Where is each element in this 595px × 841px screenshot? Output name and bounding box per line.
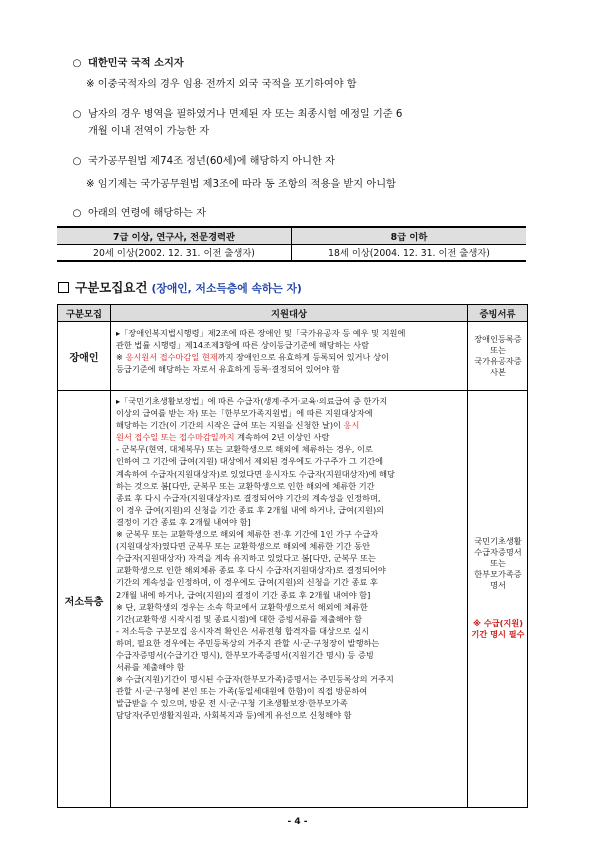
text-segment: 해당하는 기간(이 기간의 시작은 급여 또는 지원을 신청한 날)이 <box>116 420 344 431</box>
text-line <box>116 637 465 649</box>
text-line <box>116 540 465 552</box>
text-line <box>116 504 465 516</box>
requirement-text: 개월 이내 전역이 가능한 자 <box>88 126 210 137</box>
section-subtitle: (장애인, 저소득층에 속하는 자) <box>151 282 302 295</box>
proof-line: 국가유공자증 <box>474 356 522 366</box>
text-line <box>116 613 465 625</box>
text-segment: 기간(교환학생 시작시점 및 종료시점)에 대한 증빙서류를 제출해야 함 <box>116 613 363 624</box>
text-segment: ▸「장애인복지법시행령」제2조에 따른 장애인 및「국가유공자 등 예우 및 지원에 <box>116 328 406 338</box>
text-line <box>116 576 465 588</box>
text-segment: 담당자(주민생활지원과, 사회복지과 등)에게 유선으로 신청해야 함 <box>116 710 352 721</box>
text-line <box>116 419 465 431</box>
text-segment: 종료 후 다시 수급자(지원대상자)로 결정되어야 기간의 계속성을 인정하며, <box>116 492 381 503</box>
text-line <box>116 395 465 407</box>
low-income-description <box>116 395 465 722</box>
proof-line: 한부모가족증 <box>474 569 522 579</box>
text-segment: ※ <box>116 352 126 363</box>
text-segment: 하는 것으로 봄[다만, 군복무 또는 교환학생으로 인한 해외에 체류한 기간 <box>116 480 375 491</box>
text-line <box>116 480 465 492</box>
requirement-text: 대한민국 국적 소지자 <box>88 58 184 69</box>
text-line <box>116 351 465 363</box>
text-segment: 인하여 그 기간에 급여(지원) 대상에서 제외된 경우에도 가구주가 그 기간에 <box>116 456 384 467</box>
text-line <box>116 564 465 576</box>
text-line <box>116 649 465 661</box>
text-segment: 관할 시·군·구청에 본인 또는 가족(동일세대원에 한함)이 직접 방문하여 <box>116 686 368 697</box>
text-line <box>116 528 465 540</box>
text-segment: 이 경우 급여(지원)의 신청을 기간 종료 후 2개월 내에 하거나, 급여(지원)의 <box>116 504 385 515</box>
disabled-proof <box>469 334 527 378</box>
text-segment: 발급받을 수 있으며, 방문 전 시·군·구청 기초생활보장·한부모가족 <box>116 698 348 709</box>
page-number: - 4 - <box>287 817 308 827</box>
text-segment: (지원대상자)였다면 군복무 또는 교환학생으로 해외에 체류한 기간 동안 <box>116 541 370 552</box>
text-line <box>116 685 465 697</box>
highlight-text: 응시 <box>343 420 360 431</box>
text-segment: 결정이 기간 종료 후 2개월 내여야 함] <box>116 516 251 527</box>
checkbox-square-icon <box>58 282 69 293</box>
proof-line: 또는 <box>490 558 506 568</box>
recruitment-table <box>57 304 528 808</box>
column-divider <box>467 305 468 807</box>
text-segment: - 군복무(현역, 대체복무) 또는 교환학생으로 해외에 체류하는 경우, 이로 <box>116 444 373 455</box>
circle-bullet-icon: ○ <box>72 109 82 120</box>
requirement-text: 아래의 연령에 해당하는 자 <box>88 208 206 219</box>
text-segment: 하며, 필요한 경우에는 주민등록상의 거주지 관할 시·군·구청장이 발행하는 <box>116 637 380 648</box>
row-divider <box>58 390 527 391</box>
requirement-text: 국가공무원법 제74조 정년(60세)에 해당하지 아니한 자 <box>88 156 335 167</box>
text-line <box>116 589 465 601</box>
low-income-proof <box>469 536 527 591</box>
proof-line: 사본 <box>490 367 506 377</box>
header-proof: 증빙서류 <box>468 305 527 321</box>
text-line <box>116 552 465 564</box>
text-segment: 서류를 제출해야 함 <box>116 662 185 673</box>
text-line <box>116 625 465 637</box>
disabled-description <box>116 327 465 375</box>
text-line <box>116 697 465 709</box>
circle-bullet-icon: ○ <box>72 58 82 69</box>
text-segment: 수급자(지원대상자) 자격을 계속 유지하고 있었다고 봄[다만, 군복무 또는 <box>116 553 376 564</box>
proof-line: 국민기초생활 <box>474 536 522 546</box>
proof-line: 장애인등록증 <box>474 334 522 344</box>
category-disabled: 장애인 <box>69 352 99 364</box>
requirement-note: ※ 이중국적자의 경우 임용 전까지 외국 국적을 포기하여야 함 <box>86 79 357 90</box>
text-line <box>116 468 465 480</box>
age-header-senior: 7급 이상, 연구사, 전문경력관 <box>57 227 292 244</box>
text-line <box>116 339 465 351</box>
text-segment: 기간의 계속성을 인정하며, 이 경우에도 급여(지원)의 신청을 기간 종료 후 <box>116 577 378 588</box>
requirement-text: 남자의 경우 병역을 필하였거나 면제된 자 또는 최종시험 예정일 기준 6 <box>88 109 403 120</box>
text-segment: 계속하여 2년 이상인 사람 <box>234 432 330 443</box>
text-line <box>116 443 465 455</box>
text-segment: 수급자증명서(수급기간 명시), 한부모가족증명서(지원기간 명시) 등 증빙 <box>116 649 374 660</box>
circle-bullet-icon: ○ <box>72 156 82 167</box>
section-heading <box>58 278 302 296</box>
proof-line: ※ 수급(지원) <box>473 618 523 628</box>
text-line <box>116 601 465 613</box>
text-segment: 관한 법률 시행령」제14조제3항에 따른 상이등급기준에 해당하는 사람 <box>116 340 369 351</box>
text-line <box>116 709 465 721</box>
text-segment: 교환학생으로 인한 해외체류 종료 후 다시 수급자(지원대상자)로 결정되어야 <box>116 565 386 576</box>
text-segment: ※ 군복무 또는 교환학생으로 해외에 체류한 전·후 기간에 1인 가구 수급자 <box>116 529 379 540</box>
text-segment: 등급기준에 해당하는 자로서 유효하게 등록·결정되어 있어야 함 <box>116 364 340 375</box>
requirement-note: ※ 임기제는 국가공무원법 제3조에 따라 동 조항의 적용을 받지 아니함 <box>86 179 396 190</box>
text-line <box>116 431 465 443</box>
header-category: 구분모집 <box>58 305 110 321</box>
row-divider <box>58 321 527 322</box>
text-segment: 2개월 내에 하거나, 급여(지원)의 결정이 기간 종료 후 2개월 내여야 함] <box>116 589 371 600</box>
age-value-junior: 18세 이상(2004. 12. 31. 이전 출생자) <box>292 244 527 261</box>
age-value-senior: 20세 이상(2002. 12. 31. 이전 출생자) <box>57 244 292 261</box>
section-title: 구분모집요건 <box>75 280 148 295</box>
text-segment: ▸「국민기초생활보장법」에 따른 수급자(생계·주거·교육·의료급여 중 한가지 <box>116 396 388 406</box>
text-line <box>116 327 465 339</box>
text-segment: ※ 단, 교환학생의 경우는 소속 학교에서 교환학생으로서 해외에 체류한 <box>116 601 368 612</box>
text-line <box>116 363 465 375</box>
text-segment: 까지 장애인으로 유효하게 등록되어 있거나 상이 <box>217 352 389 363</box>
age-table <box>57 226 526 262</box>
text-line <box>116 407 465 419</box>
circle-bullet-icon: ○ <box>72 208 82 219</box>
text-line <box>116 516 465 528</box>
proof-line: 기간 명시 필수 <box>471 629 525 639</box>
text-line <box>116 661 465 673</box>
column-divider <box>110 305 111 807</box>
text-line <box>116 455 465 467</box>
category-low-income: 저소득층 <box>64 596 104 608</box>
proof-line: 명서 <box>490 580 506 590</box>
highlight-text: 원서 접수일 또는 접수마감일까지 <box>116 432 235 443</box>
header-target: 지원대상 <box>111 305 467 321</box>
text-line <box>116 673 465 685</box>
low-income-proof-note <box>469 618 527 640</box>
text-segment: 계속하여 수급자(지원대상자)로 있었다면 응시자도 수급자(지원대상자)에 해당 <box>116 468 395 479</box>
text-segment: - 저소득층 구분모집 응시자격 확인은 서류전형 합격자를 대상으로 실시 <box>116 625 370 636</box>
text-segment: 이상의 급여를 받는 자) 또는「한부모가족지원법」에 따른 지원대상자에 <box>116 408 373 419</box>
text-line <box>116 492 465 504</box>
text-segment: ※ 수급(지원)기간이 명시된 수급자(한부모가족)증명서는 주민등록상의 거주지 <box>116 674 394 685</box>
age-header-junior: 8급 이하 <box>292 227 527 244</box>
proof-line: 또는 <box>490 345 506 355</box>
proof-line: 수급자증명서 <box>474 547 522 557</box>
highlight-text: 응시원서 접수마감일 현재 <box>125 352 218 363</box>
